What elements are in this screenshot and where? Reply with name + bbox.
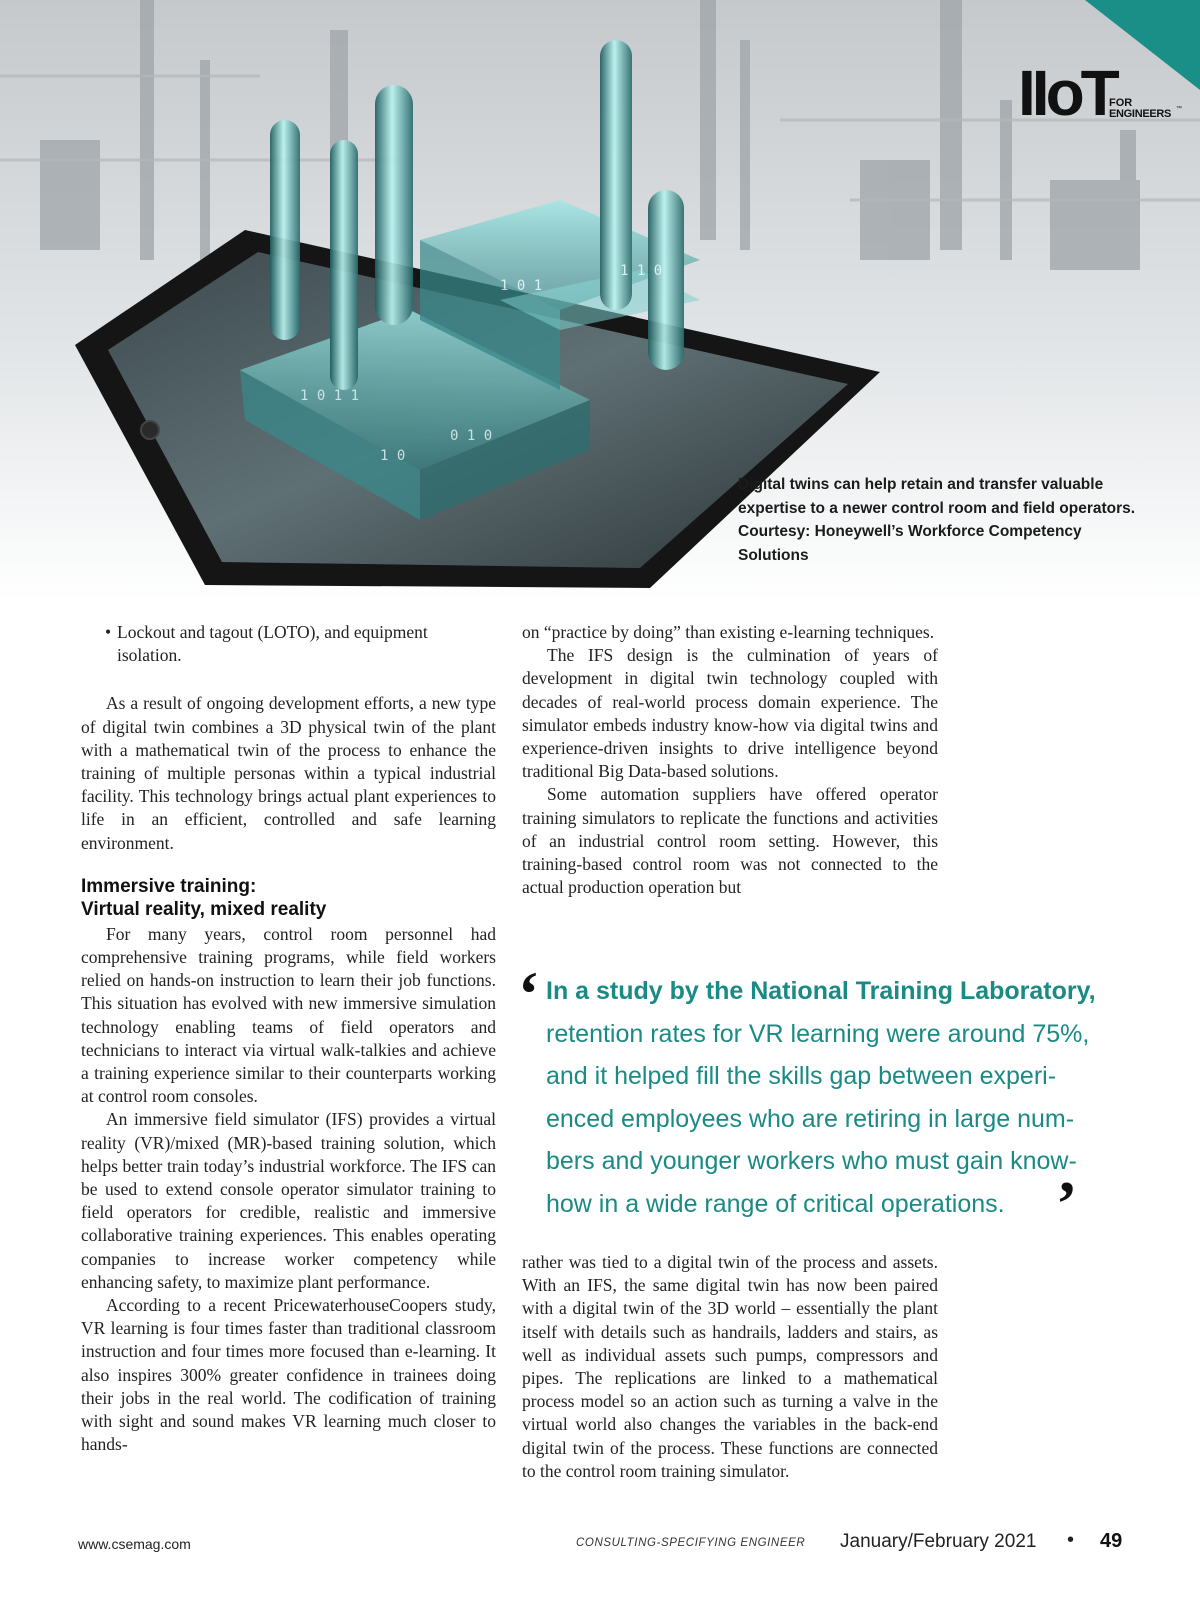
section-heading-line2: Virtual reality, mixed reality	[81, 898, 327, 920]
bullet-dot: •	[105, 622, 112, 642]
svg-text:0 1 0: 0 1 0	[450, 428, 493, 444]
footer-website-link[interactable]: www.csemag.com	[78, 1536, 191, 1552]
paragraph: For many years, control room personnel had comprehensive training programs, while field workers relied on hands-on instruction to learn their job functions. This situation has evolved with new immersive simulation technology enabling teams of field operators and technicians to interact via virtual walk-talkies and achieve a training experience similar to their counterparts working at control room consoles.	[81, 923, 496, 1107]
paragraph: rather was tied to a digital twin of the process and assets. With an IFS, the same digital twin has now been paired with a digital twin of the 3D world – essentially the plant itself with details such as handrails, ladders and stairs, as well as individual assets such pumps, compressors and pipes. The replications are linked to a mathematical process model so an action such as turning a valve in the virtual world also changes the variables in the back-end digital twin of the process. These functions are connected to the control room training simulator.	[522, 1252, 938, 1481]
open-quote-mark: ‘	[518, 958, 540, 1029]
logo-for: FOR	[1109, 97, 1133, 109]
paragraph: As a result of ongoing development efforts, a new type of digital twin combines a 3D physical twin of the plant with a mathematical twin of the process to enhance the training of multiple personas within a typical industrial facility. This technology brings actual plant experiences to life in an efficient, controlled and safe learning environment.	[81, 693, 496, 853]
svg-text:1 0 1 1: 1 0 1 1	[300, 388, 360, 404]
paragraph: According to a recent PricewaterhouseCoopers study, VR learning is four times faster than traditional classroom instruction and four times more focused than e-learning. It also inspires 300% greater confidence in trainees doing their jobs in the real world. The codification of training with sight and sound makes VR learning much closer to hands-	[81, 1295, 496, 1455]
footer-issue-date: January/February 2021	[840, 1531, 1037, 1552]
right-column-bottom	[522, 1251, 938, 1483]
pull-quote-line: how in a wide range of critical operations.	[546, 1189, 1005, 1218]
logo-main: IIoT	[1018, 57, 1116, 129]
pull-quote-line: retention rates for VR learning were around 75%,	[546, 1019, 1090, 1048]
svg-text:1 0: 1 0	[380, 448, 406, 464]
bullet-item	[105, 621, 496, 667]
hero-image	[0, 0, 1200, 600]
logo-engineers: ENGINEERS	[1109, 108, 1172, 120]
svg-text:1 0 1: 1 0 1	[500, 278, 543, 294]
image-caption: Digital twins can help retain and transfer valuable expertise to a newer control room and field operators. Courtesy: Honeywell’s Workforce Competency Solutions	[738, 476, 1136, 564]
left-column	[81, 621, 496, 1457]
page-number: 49	[1100, 1530, 1123, 1552]
pull-quote-line: enced employees who are retiring in large num-	[546, 1104, 1075, 1133]
close-quote-mark: ’	[1056, 1168, 1078, 1239]
paragraph: An immersive field simulator (IFS) provides a virtual reality (VR)/mixed (MR)-based training solution, which helps better train today’s industrial workforce. The IFS can be used to extend console operator simulator training to field operators for credible, realistic and immersive collaborative training experiences. This enables operating companies to increase worker competency while enhancing safety, to maximize plant performance.	[81, 1109, 496, 1292]
pull-quote-line: and it helped fill the skills gap between experi-	[546, 1062, 1057, 1090]
iiot-for-engineers-logo	[1018, 57, 1182, 130]
logo-trademark: ™	[1176, 106, 1182, 112]
paragraph: Some automation suppliers have offered operator training simulators to replicate the functions and activities of an industrial control room setting. However, this training-based control room was not connected to the actual production operation but	[522, 784, 938, 898]
footer-magazine-name: CONSULTING-SPECIFYING ENGINEER	[576, 1537, 806, 1549]
pull-quote-line: In a study by the National Training Laboratory,	[546, 977, 1096, 1005]
footer-separator: •	[1067, 1529, 1075, 1551]
section-heading-line1: Immersive training:	[81, 875, 257, 897]
right-column-top	[522, 621, 938, 899]
svg-text:1 1 0: 1 1 0	[620, 263, 663, 279]
section-heading	[81, 875, 496, 921]
paragraph: The IFS design is the culmination of years of development in digital twin technology coupled with decades of real-world process domain experience. The simulator embeds industry know-how via digital twins and experience-driven insights to drive intelligence beyond traditional Big Data-based solutions.	[522, 645, 938, 782]
pull-quote-line: bers and younger workers who must gain know-	[546, 1147, 1077, 1175]
paragraph: on “practice by doing” than existing e-learning techniques.	[522, 622, 935, 642]
bullet-text: Lockout and tagout (LOTO), and equipment isolation.	[117, 622, 428, 666]
